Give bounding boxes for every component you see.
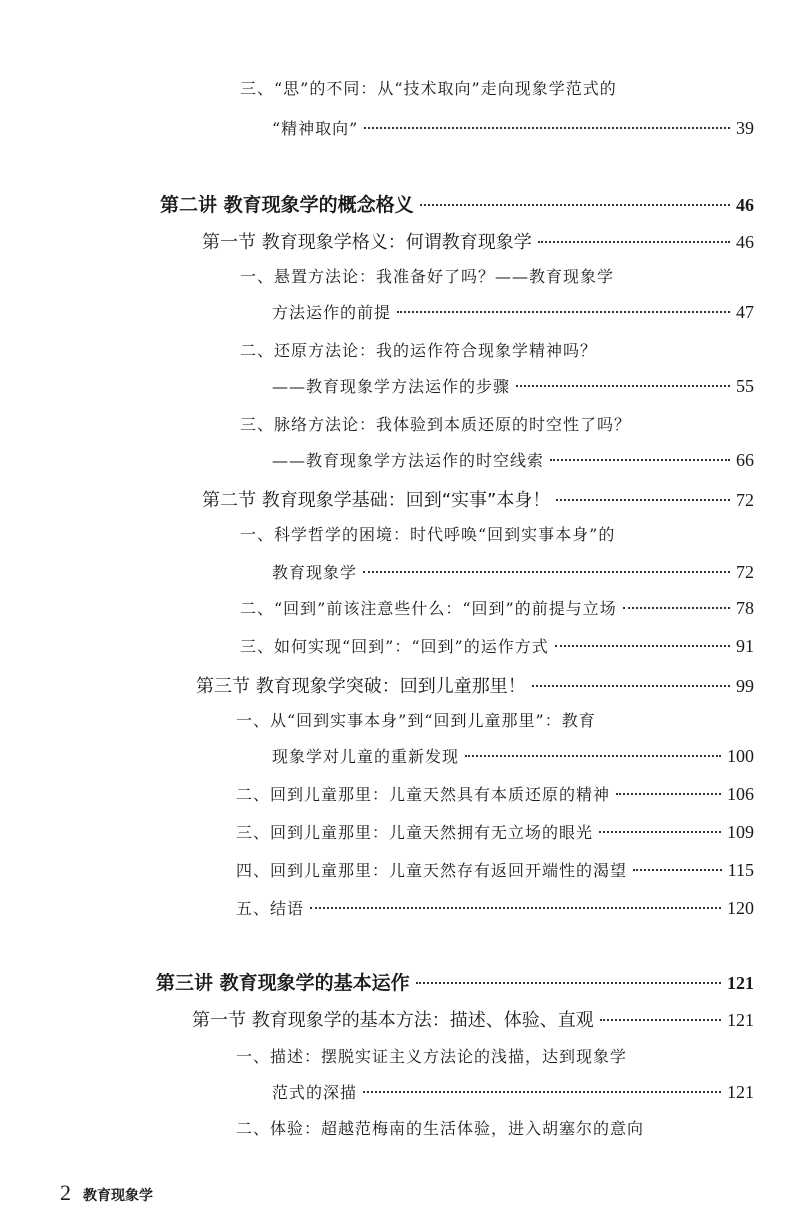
toc-item: [272, 374, 754, 397]
toc-lecture: [156, 968, 754, 995]
toc-item: [236, 1044, 754, 1067]
dot-leader: [363, 571, 730, 573]
toc-section: [196, 672, 754, 698]
toc-item: [240, 76, 750, 99]
toc-page-number: 46: [736, 195, 754, 215]
toc-page-number: 99: [736, 676, 754, 696]
dot-leader: [599, 831, 721, 833]
dot-leader: [538, 241, 730, 243]
toc-item-text: 三、回到儿童那里：儿童天然拥有无立场的眼光: [236, 823, 594, 842]
toc-item-text: ——教育现象学方法运作的步骤: [272, 377, 511, 396]
dot-leader: [616, 793, 721, 795]
toc-item: [272, 744, 754, 767]
toc-item-text: 一、悬置方法论：我准备好了吗？——教育现象学: [240, 267, 615, 286]
toc-item: [240, 522, 750, 545]
toc-page-number: 39: [736, 118, 754, 138]
dot-leader: [550, 459, 730, 461]
toc-lecture: [160, 190, 754, 217]
toc-page-number: 120: [727, 898, 754, 918]
toc-item: [236, 708, 750, 731]
toc-page-number: 91: [736, 636, 754, 656]
toc-item-text: 现象学对儿童的重新发现: [272, 747, 460, 766]
toc-item: [240, 634, 754, 657]
dot-leader: [532, 685, 730, 687]
footer-page-number: 2: [60, 1180, 71, 1205]
toc-page-number: 66: [736, 450, 754, 470]
toc-page-number: 121: [727, 973, 754, 993]
toc-page-number: 78: [736, 598, 754, 618]
toc-page-number: 72: [736, 562, 754, 582]
toc-item: [236, 1116, 754, 1139]
dot-leader: [363, 1091, 721, 1093]
toc-section-title: 第一节 教育现象学格义：何谓教育现象学: [202, 232, 532, 253]
toc-page-number: 72: [736, 490, 754, 510]
toc-item-text: ——教育现象学方法运作的时空线索: [272, 451, 545, 470]
toc-item: [236, 896, 754, 919]
dot-leader: [416, 982, 721, 984]
toc-item-text: “精神取向”: [272, 119, 359, 138]
toc-item-text: 三、如何实现“回到”：“回到”的运作方式: [240, 637, 549, 656]
toc-item: [240, 264, 750, 287]
toc-item: [272, 1080, 754, 1103]
toc-item-text: 二、还原方法论：我的运作符合现象学精神吗？: [240, 341, 598, 360]
toc-item-text: 二、“回到”前该注意些什么：“回到”的前提与立场: [240, 599, 617, 618]
dot-leader: [310, 907, 721, 909]
dot-leader: [516, 385, 730, 387]
dot-leader: [623, 607, 730, 609]
toc-section-title: 第三节 教育现象学突破：回到儿童那里！: [196, 676, 526, 697]
toc-item-text: 二、回到儿童那里：儿童天然具有本质还原的精神: [236, 785, 611, 804]
toc-page-number: 115: [727, 860, 754, 880]
toc-page-number: 109: [727, 822, 754, 842]
toc-item: [272, 116, 754, 139]
toc-section: [202, 486, 754, 512]
toc-item-text: 三、脉络方法论：我体验到本质还原的时空性了吗？: [240, 415, 632, 434]
dot-leader: [555, 645, 730, 647]
footer-book-title: 教育现象学: [83, 1188, 153, 1204]
toc-page-number: 55: [736, 376, 754, 396]
dot-leader: [397, 311, 730, 313]
toc-page-number: 47: [736, 302, 754, 322]
toc-item-text: 四、回到儿童那里：儿童天然存有返回开端性的渴望: [236, 861, 628, 880]
dot-leader: [600, 1019, 721, 1021]
toc-section: [202, 228, 754, 254]
toc-item: [240, 412, 750, 435]
dot-leader: [633, 869, 722, 871]
toc-item-text: 教育现象学: [272, 563, 358, 582]
toc-item: [240, 338, 750, 361]
toc-lecture-title: 第三讲 教育现象学的基本运作: [156, 972, 410, 994]
toc-item: [236, 782, 754, 805]
toc-item-text: 五、结语: [236, 899, 305, 918]
toc-item: [236, 820, 754, 843]
dot-leader: [556, 499, 730, 501]
toc-item: [272, 448, 754, 471]
toc-item-text: 三、“思”的不同：从“技术取向”走向现象学范式的: [240, 79, 617, 98]
page-footer: [60, 1180, 153, 1206]
toc-page-number: 121: [727, 1082, 754, 1102]
dot-leader: [420, 204, 730, 206]
toc-item-text: 方法运作的前提: [272, 303, 392, 322]
dot-leader: [465, 755, 721, 757]
dot-leader: [364, 127, 730, 129]
toc-page-number: 106: [727, 784, 754, 804]
toc-item: [272, 300, 754, 323]
toc-item-text: 二、体验：超越范梅南的生活体验，进入胡塞尔的意向: [236, 1119, 645, 1138]
toc-item-text: 范式的深描: [272, 1083, 358, 1102]
toc-page-number: 100: [727, 746, 754, 766]
toc-page-number: 121: [727, 1010, 754, 1030]
toc-lecture-title: 第二讲 教育现象学的概念格义: [160, 194, 414, 216]
toc-item: [272, 560, 754, 583]
toc-section-title: 第一节 教育现象学的基本方法：描述、体验、直观: [192, 1010, 594, 1031]
toc-item-text: 一、描述：摆脱实证主义方法论的浅描，达到现象学: [236, 1047, 628, 1066]
toc-section-title: 第二节 教育现象学基础：回到“实事”本身！: [202, 490, 551, 511]
toc-item-text: 一、科学哲学的困境：时代呼唤“回到实事本身”的: [240, 525, 616, 544]
toc-item: [236, 858, 754, 881]
toc-item: [240, 596, 754, 619]
toc-page-number: 46: [736, 232, 754, 252]
toc-section: [192, 1006, 754, 1032]
toc-item-text: 一、从“回到实事本身”到“回到儿童那里”：教育: [236, 711, 596, 730]
